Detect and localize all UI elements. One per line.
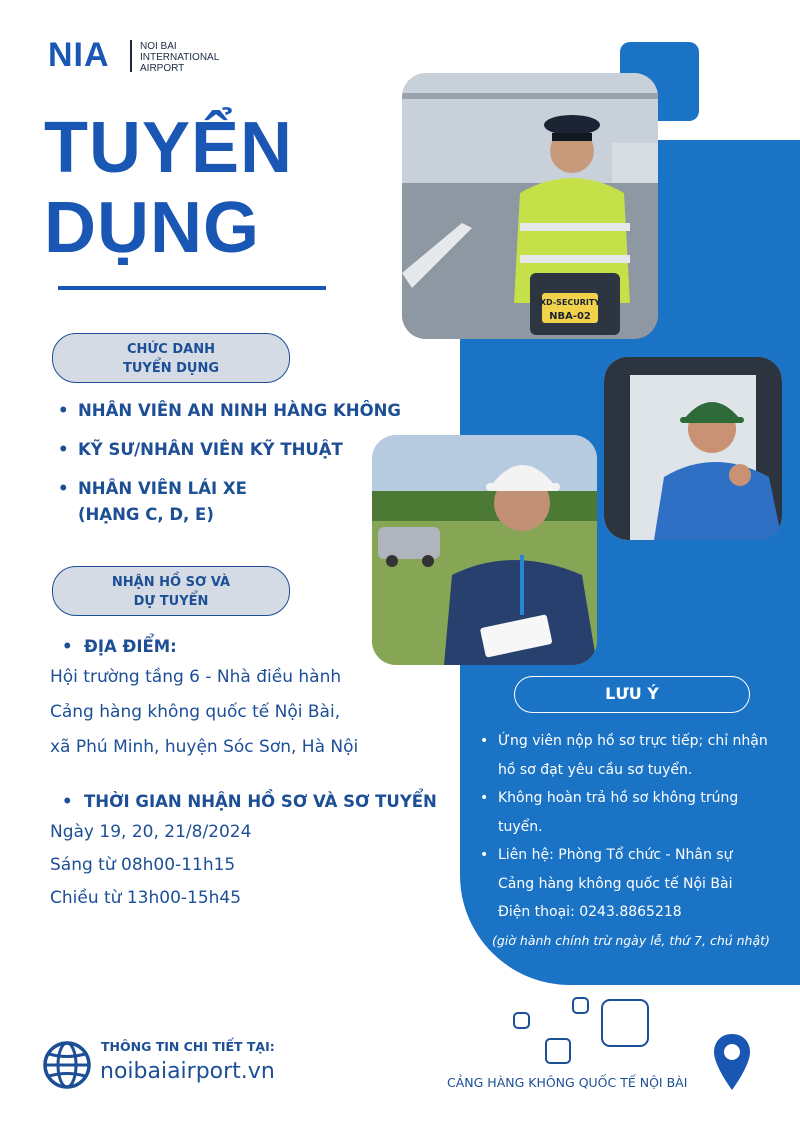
security-guard-photo bbox=[402, 73, 658, 339]
decorative-outline-square bbox=[545, 1038, 571, 1064]
location-heading-text: ĐỊA ĐIỂM: bbox=[84, 637, 177, 656]
job-title: KỸ SƯ/NHÂN VIÊN KỸ THUẬT bbox=[78, 440, 343, 459]
note-hours: (giờ hành chính trừ ngày lễ, thứ 7, chủ nhật) bbox=[492, 932, 770, 948]
schedule-heading-text: THỜI GIAN NHẬN HỒ SƠ VÀ SƠ TUYỂN bbox=[84, 792, 437, 811]
schedule-line: Sáng từ 08h00-11h15 bbox=[50, 855, 236, 875]
title-line-1: TUYỂN bbox=[44, 108, 294, 188]
title-line-2: DỤNG bbox=[44, 188, 260, 268]
location-pin-icon bbox=[712, 1032, 752, 1094]
bullet: • bbox=[58, 401, 69, 420]
job-item bbox=[58, 437, 401, 463]
job-item-subtitle bbox=[58, 502, 401, 528]
footer-website-link[interactable]: noibaiairport.vn bbox=[100, 1059, 275, 1084]
decorative-outline-square bbox=[601, 999, 649, 1047]
note-text: Không hoàn trả hồ sơ không trúng bbox=[498, 790, 739, 806]
note-item bbox=[480, 727, 785, 756]
job-subtitle: (HẠNG C, D, E) bbox=[78, 505, 214, 524]
location-line: Cảng hàng không quốc tế Nội Bài, bbox=[50, 702, 341, 722]
logo-line-3: AIRPORT bbox=[140, 63, 185, 74]
positions-pill bbox=[52, 333, 290, 383]
job-title: NHÂN VIÊN AN NINH HÀNG KHÔNG bbox=[78, 401, 401, 420]
driver-photo bbox=[604, 357, 782, 540]
bullet: • bbox=[58, 479, 69, 498]
note-text-cont: tuyển. bbox=[498, 818, 543, 835]
note-item bbox=[480, 841, 785, 870]
location-line: Hội trường tầng 6 - Nhà điều hành bbox=[50, 667, 342, 687]
globe-icon bbox=[42, 1040, 92, 1090]
job-item bbox=[58, 476, 401, 502]
bullet: • bbox=[480, 847, 489, 863]
logo-text bbox=[140, 41, 219, 74]
note-item bbox=[480, 784, 785, 813]
footer-airport-name: CẢNG HÀNG KHÔNG QUỐC TẾ NỘI BÀI bbox=[447, 1075, 688, 1090]
note-text: Liên hệ: Phòng Tổ chức - Nhân sự bbox=[498, 847, 733, 863]
engineer-illustration bbox=[372, 435, 597, 665]
bullet: • bbox=[480, 733, 489, 749]
logo-mark: NIA bbox=[48, 36, 110, 74]
schedule-line: Ngày 19, 20, 21/8/2024 bbox=[50, 822, 252, 842]
job-item bbox=[58, 398, 401, 424]
apply-pill-line-1: NHẬN HỒ SƠ VÀ bbox=[111, 575, 231, 590]
schedule-heading bbox=[62, 789, 437, 815]
positions-pill-line-1: CHỨC DANH bbox=[127, 342, 215, 357]
decorative-outline-square bbox=[513, 1012, 530, 1029]
security-guard-illustration bbox=[402, 73, 658, 339]
logo-line-1: NOI BAI bbox=[140, 41, 177, 52]
note-phone: Điện thoại: 0243.8865218 bbox=[498, 904, 682, 920]
schedule-line: Chiều từ 13h00-15h45 bbox=[50, 888, 242, 908]
note-text: Ứng viên nộp hồ sơ trực tiếp; chỉ nhận bbox=[498, 733, 768, 749]
driver-illustration bbox=[604, 357, 782, 540]
job-list bbox=[58, 398, 401, 528]
apply-pill-line-2: DỰ TUYỂN bbox=[133, 594, 209, 609]
location-line: xã Phú Minh, huyện Sóc Sơn, Hà Nội bbox=[50, 737, 359, 757]
bullet: • bbox=[58, 440, 69, 459]
logo-divider bbox=[130, 40, 132, 72]
bullet: • bbox=[62, 792, 73, 811]
bullet: • bbox=[62, 637, 73, 656]
bullet: • bbox=[480, 790, 489, 806]
note-text-cont: Cảng hàng không quốc tế Nội Bài bbox=[498, 875, 733, 892]
decorative-outline-square bbox=[572, 997, 589, 1014]
notes-title: LƯU Ý bbox=[514, 676, 750, 713]
footer-label: THÔNG TIN CHI TIẾT TẠI: bbox=[101, 1039, 275, 1054]
location-heading bbox=[62, 634, 177, 660]
notes-list bbox=[480, 727, 785, 955]
logo-line-2: INTERNATIONAL bbox=[140, 52, 220, 63]
apply-pill bbox=[52, 566, 290, 616]
job-title: NHÂN VIÊN LÁI XE bbox=[78, 479, 247, 498]
positions-pill-line-2: TUYỂN DỤNG bbox=[122, 361, 220, 376]
engineer-photo bbox=[372, 435, 597, 665]
title-underline bbox=[58, 286, 326, 290]
badge-top-text: XD-SECURITY bbox=[539, 298, 601, 307]
note-text-cont: hồ sơ đạt yêu cầu sơ tuyển. bbox=[498, 761, 693, 778]
page-title bbox=[44, 108, 293, 268]
badge-bottom-text: NBA-02 bbox=[549, 311, 591, 322]
